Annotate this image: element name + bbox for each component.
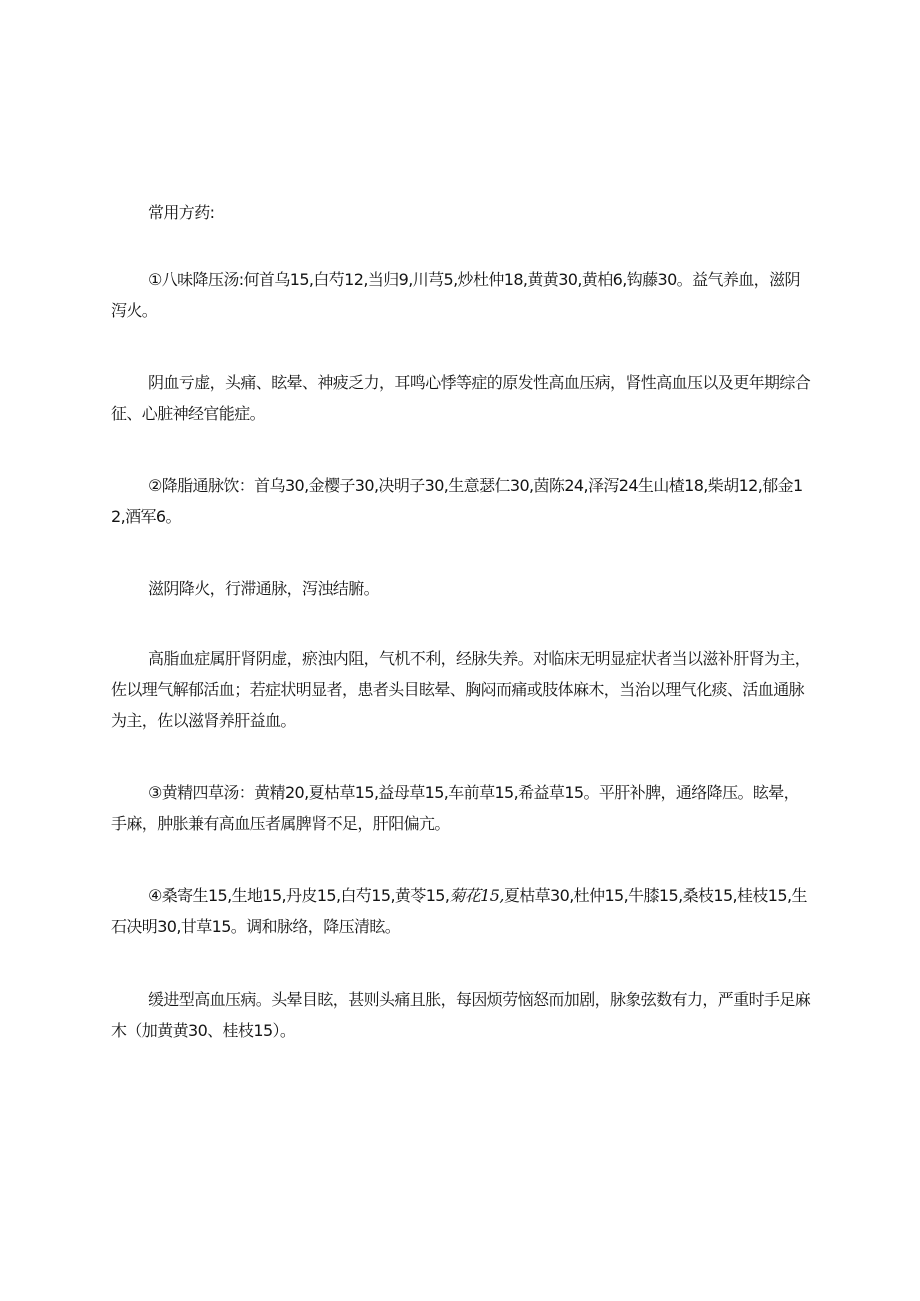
paragraph-indication-4: 缓进型高血压病。头晕目眩，甚则头痛且胀，每因烦劳恼怒而加剧，脉象弦数有力，严重时手足麻木（加黄黄30、桂枝15）。: [111, 990, 811, 1040]
paragraph-formula-1: ①八味降压汤:何首乌15,白芍12,当归9,川芎5,炒杜仲18,黄黄30,黄柏6,钩藤30。益气养血，滋阴泻火。: [111, 270, 800, 320]
formula-4-part-a: ④桑寄生15,生地15,丹皮15,白芍15,黄苓15,: [148, 886, 450, 905]
formula-4-part-b: 夏枯草30,杜仲15,牛膝15,桑枝15,桂枝15,生石决明30,甘草15。调和脉络，降压清眩。: [111, 886, 807, 936]
paragraph-formula-4: [111, 880, 813, 942]
paragraph-indication-1: 阴血亏虚，头痛、眩晕、神疲乏力，耳鸣心悸等症的原发性高血压病，肾性高血压以及更年期综合征、心脏神经官能症。: [111, 373, 811, 423]
formula-4-italic-herb: 菊花15,: [449, 886, 504, 905]
paragraph-indication-2: 高脂血症属肝肾阴虚，瘀浊内阻，气机不利，经脉失养。对临床无明显症状者当以滋补肝肾为主，佐以理气解郁活血；若症状明显者，患者头目眩晕、胸闷而痛或肢体麻木，当治以理气化痰、活血通脉为主，佐以滋肾养肝益血。: [111, 649, 811, 730]
section-heading: 常用方药:: [148, 203, 215, 222]
paragraph-function-2: 滋阴降火，行滞通脉，泻浊结腑。: [148, 579, 380, 598]
paragraph-formula-3: ③黄精四草汤：黄精20,夏枯草15,益母草15,车前草15,希益草15。平肝补脾，通络降压。眩晕，手麻，肿胀兼有高血压者属脾肾不足，肝阳偏亢。: [111, 783, 800, 833]
paragraph-formula-2: ②降脂通脉饮：首乌30,金樱子30,决明子30,生意瑟仁30,茵陈24,泽泻24生山楂18,柴胡12,郁金12,酒军6。: [111, 476, 803, 526]
